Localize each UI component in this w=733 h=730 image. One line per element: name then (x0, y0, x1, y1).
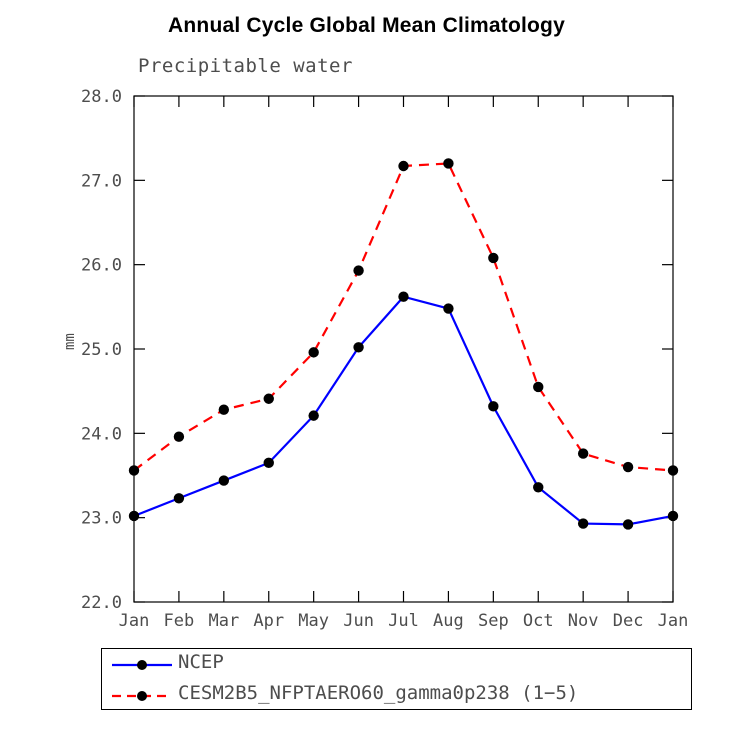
y-tick-label: 23.0 (81, 508, 122, 529)
data-point-marker (533, 482, 543, 492)
data-point-marker (129, 465, 139, 475)
x-axis-ticks (119, 96, 689, 631)
data-point-marker (264, 458, 274, 468)
y-axis-label: mm (62, 333, 78, 350)
y-tick-label: 28.0 (81, 87, 122, 107)
x-tick-label: Feb (163, 611, 195, 631)
y-tick-label: 25.0 (81, 340, 122, 360)
data-point-marker (398, 161, 408, 171)
data-point-marker (443, 303, 453, 313)
legend-item-0 (102, 649, 691, 680)
data-point-marker (353, 342, 363, 352)
legend-swatch-ncep (110, 649, 174, 680)
data-point-marker (398, 292, 408, 302)
data-point-marker (174, 493, 184, 503)
data-point-marker (623, 462, 633, 472)
data-point-marker (219, 475, 229, 485)
y-tick-label: 24.0 (81, 424, 122, 445)
legend-label-1: CESM2B5_NFPTAERO60_gamma0p238 (1−5) (178, 682, 579, 704)
data-point-marker (668, 511, 678, 521)
y-axis-ticks (81, 87, 673, 613)
series-line (134, 297, 673, 525)
data-point-marker (129, 511, 139, 521)
x-tick-label: Oct (522, 611, 554, 631)
x-tick-label: Jun (343, 611, 374, 631)
legend (101, 648, 692, 710)
x-tick-label: Apr (253, 611, 285, 631)
x-tick-label: Jul (388, 611, 419, 631)
data-point-marker (353, 265, 363, 275)
x-tick-label: Nov (567, 611, 599, 631)
data-point-marker (623, 519, 633, 529)
legend-item-1 (102, 680, 691, 711)
data-point-marker (488, 401, 498, 411)
data-point-marker (264, 394, 274, 404)
y-tick-label: 26.0 (81, 255, 122, 276)
series-line (134, 163, 673, 470)
x-tick-label: Sep (477, 611, 509, 631)
data-point-marker (533, 382, 543, 392)
data-point-marker (443, 158, 453, 168)
y-tick-label: 27.0 (81, 171, 122, 192)
legend-label-0: NCEP (178, 651, 224, 673)
x-tick-label: Aug (433, 611, 464, 631)
data-point-marker (219, 405, 229, 415)
x-tick-label: Dec (612, 611, 644, 631)
x-tick-label: May (298, 611, 330, 631)
legend-swatch-cesm (110, 680, 174, 711)
data-point-marker (308, 347, 318, 357)
data-point-marker (578, 518, 588, 528)
data-point-marker (578, 448, 588, 458)
data-point-marker (488, 253, 498, 263)
series-layer (129, 158, 678, 529)
y-tick-label: 22.0 (81, 593, 122, 613)
x-tick-label: Jan (657, 611, 689, 631)
data-point-marker (174, 432, 184, 442)
data-point-marker (668, 465, 678, 475)
plot-frame (134, 96, 673, 602)
chart-title: Annual Cycle Global Mean Climatology (168, 14, 565, 37)
chart-subtitle: Precipitable water (138, 55, 353, 77)
x-tick-label: Jan (118, 611, 150, 631)
data-point-marker (308, 410, 318, 420)
x-tick-label: Mar (208, 611, 240, 631)
